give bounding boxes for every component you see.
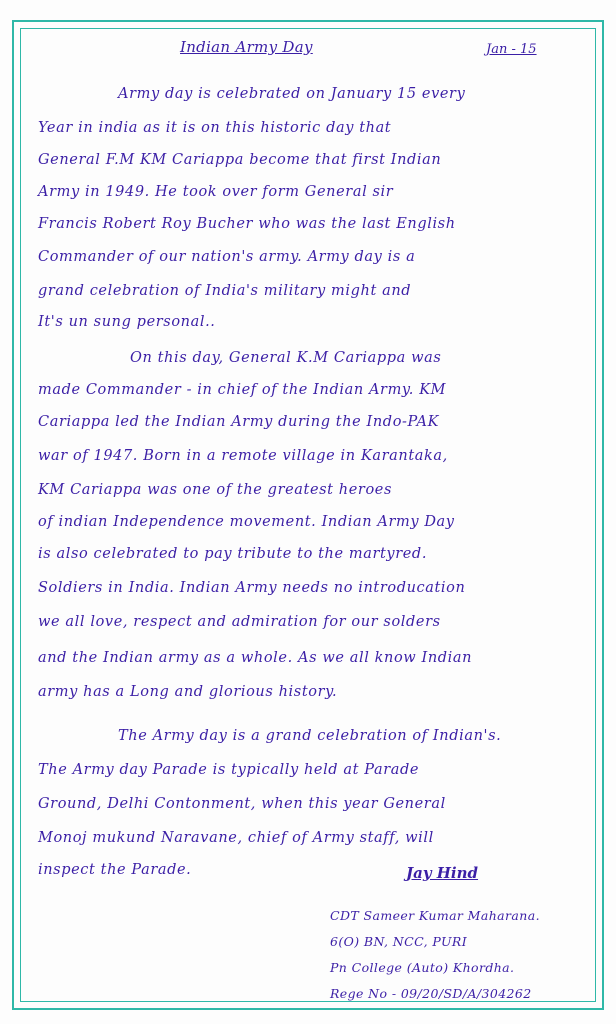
paragraph-3-line: Ground, Delhi Contonment, when this year General: [38, 796, 446, 812]
paragraph-3-line: The Army day is a grand celebration of Indian's.: [118, 728, 502, 744]
paragraph-2-line: and the Indian army as a whole. As we all know Indian: [38, 650, 473, 666]
paragraph-1-line: Commander of our nation's army. Army day is a: [38, 249, 416, 265]
paragraph-1-line: Army in 1949. He took over form General sir: [38, 184, 394, 200]
paragraph-3-line: Monoj mukund Naravane, chief of Army staff, will: [38, 830, 434, 846]
paragraph-2-line: of indian Independence movement. Indian Army Day: [38, 514, 455, 530]
paragraph-2-line: KM Cariappa was one of the greatest heroes: [38, 482, 393, 498]
signature-reg-number: Rege No - 09/20/SD/A/304262: [330, 986, 532, 1001]
paragraph-2-line: made Commander - in chief of the Indian Army. KM: [38, 382, 447, 398]
paragraph-3-line: inspect the Parade.: [38, 862, 192, 878]
paragraph-2-line: On this day, General K.M Cariappa was: [130, 350, 442, 366]
paragraph-1-line: Army day is celebrated on January 15 every: [118, 86, 466, 102]
paragraph-1-line: grand celebration of India's military might and: [38, 283, 412, 299]
essay-title: Indian Army Day: [180, 38, 313, 56]
paragraph-2-line: war of 1947. Born in a remote village in Karantaka,: [38, 448, 448, 464]
signature-name: CDT Sameer Kumar Maharana.: [330, 908, 540, 923]
paragraph-2-line: army has a Long and glorious history.: [38, 684, 338, 700]
signature-unit: 6(O) BN, NCC, PURI: [330, 934, 468, 949]
paragraph-2-line: Soldiers in India. Indian Army needs no introducation: [38, 580, 466, 596]
closing-salutation: Jay Hind: [406, 864, 479, 882]
paragraph-2-line: Cariappa led the Indian Army during the Indo-PAK: [38, 414, 440, 430]
essay-date: Jan - 15: [486, 42, 537, 57]
paragraph-1-line: General F.M KM Cariappa become that first Indian: [38, 152, 442, 168]
paragraph-2-line: we all love, respect and admiration for our solders: [38, 614, 441, 630]
signature-college: Pn College (Auto) Khordha.: [330, 960, 515, 975]
paragraph-1-line: Francis Robert Roy Bucher who was the last English: [38, 216, 456, 232]
paragraph-1-line: Year in india as it is on this historic day that: [38, 120, 392, 136]
paragraph-2-line: is also celebrated to pay tribute to the martyred.: [38, 546, 428, 562]
paragraph-3-line: The Army day Parade is typically held at Parade: [38, 762, 420, 778]
paragraph-1-line: It's un sung personal..: [38, 314, 216, 330]
